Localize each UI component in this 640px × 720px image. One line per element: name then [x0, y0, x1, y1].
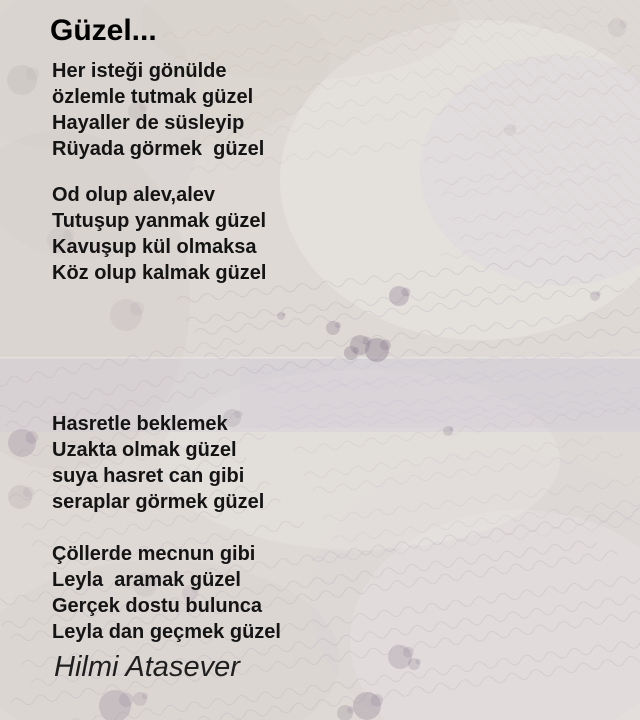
- poem-author-signature: Hilmi Atasever: [54, 651, 240, 683]
- poem-line: seraplar görmek güzel: [52, 491, 265, 513]
- poem-line: Hayaller de süsleyip: [52, 112, 245, 134]
- poem-line: Tutuşup yanmak güzel: [52, 210, 267, 232]
- poem-stanza-1: [52, 58, 264, 162]
- poem-line: Leyla dan geçmek güzel: [52, 621, 281, 643]
- poem-line: özlemle tutmak güzel: [52, 86, 254, 108]
- poem-line: Hasretle beklemek: [52, 413, 228, 435]
- poem-line: Rüyada görmek güzel: [52, 138, 265, 160]
- poem-line: Gerçek dostu bulunca: [52, 595, 263, 617]
- poem-stanza-2: [52, 182, 266, 286]
- poem-stanza-3: [52, 411, 264, 515]
- poem-line: Kavuşup kül olmaksa: [52, 236, 257, 258]
- poem-line: Çöllerde mecnun gibi: [52, 543, 256, 565]
- poem-title: Güzel...: [50, 14, 157, 47]
- poem-line: Her isteği gönülde: [52, 60, 227, 82]
- poem-stanza-4: [52, 541, 281, 645]
- poem-line: Od olup alev,alev: [52, 184, 216, 206]
- poem-line: Leyla aramak güzel: [52, 569, 241, 591]
- poem-line: suya hasret can gibi: [52, 465, 245, 487]
- poem-line: Köz olup kalmak güzel: [52, 262, 267, 284]
- poem-line: Uzakta olmak güzel: [52, 439, 237, 461]
